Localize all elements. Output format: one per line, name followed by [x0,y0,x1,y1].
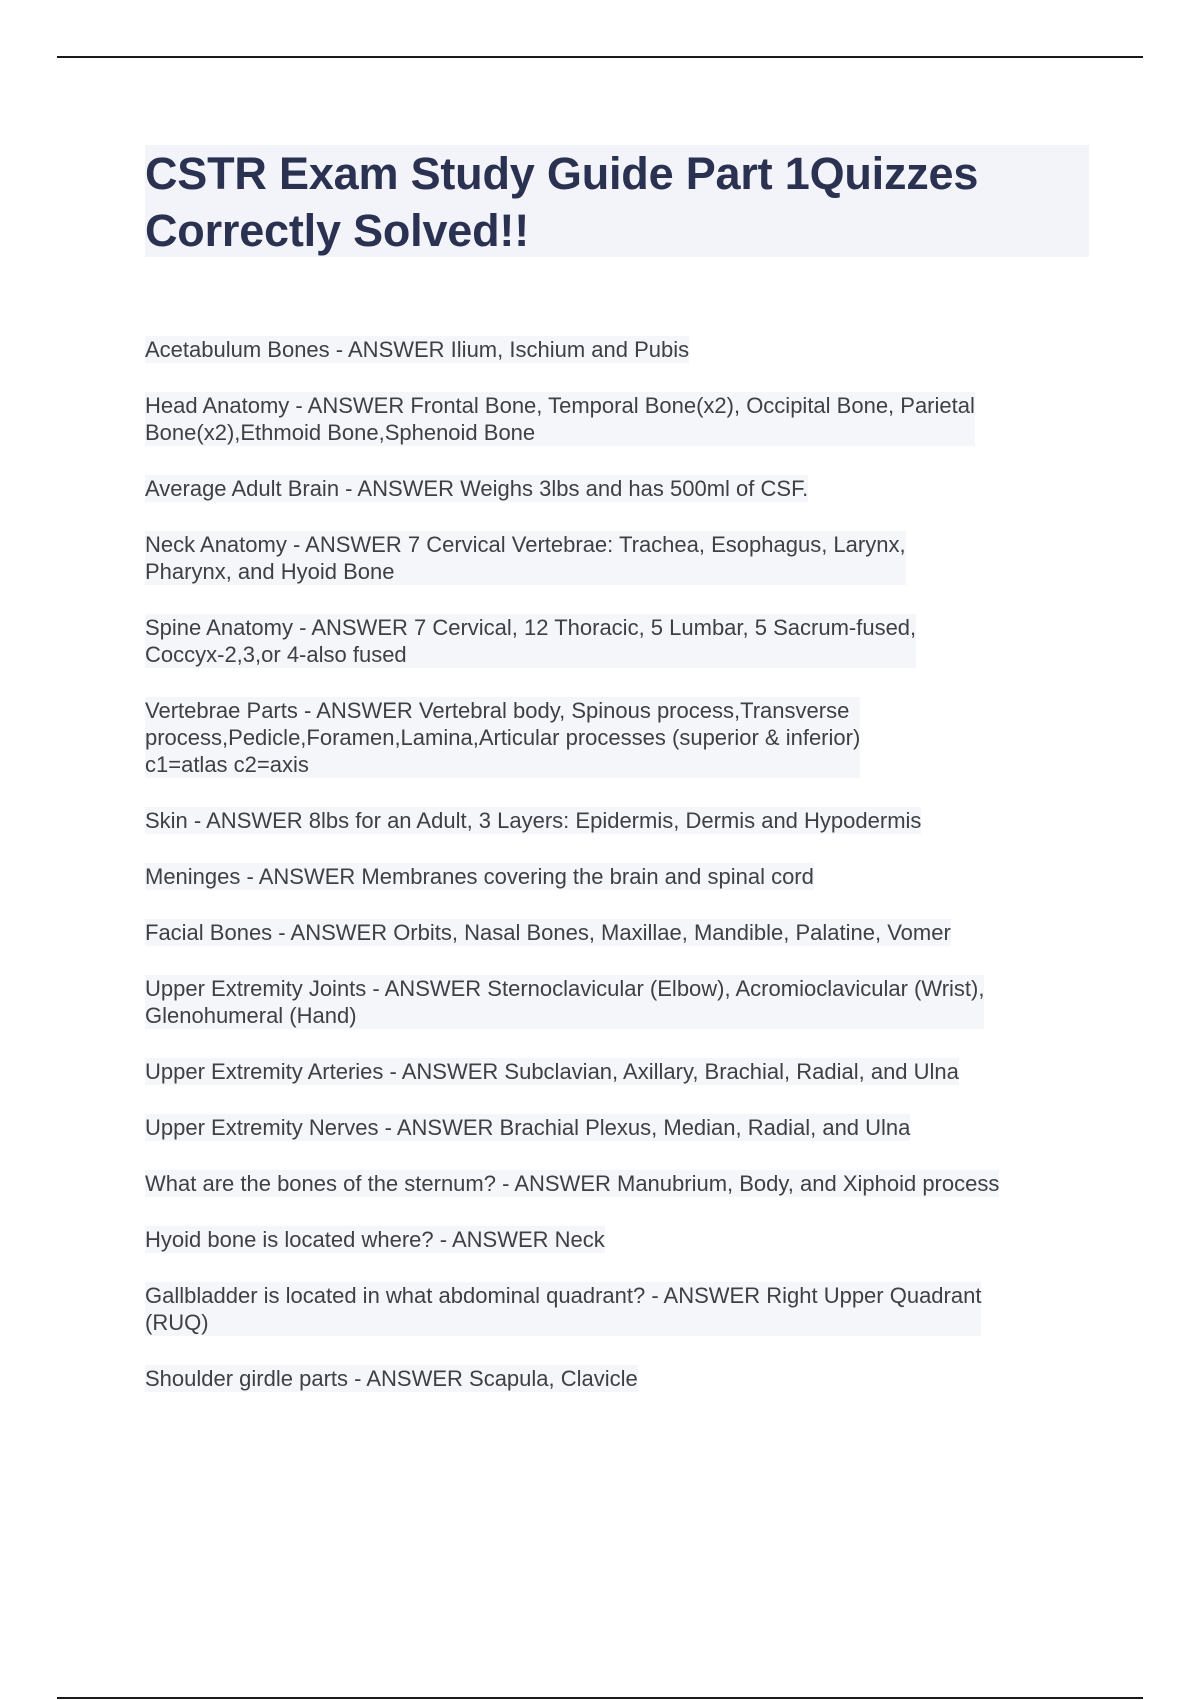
qa-item: Upper Extremity Arteries - ANSWER Subclavian, Axillary, Brachial, Radial, and Ulna [145,1059,959,1084]
qa-item: Upper Extremity Joints - ANSWER Sternoclavicular (Elbow), Acromioclavicular (Wrist), Glenohumeral (Hand) [145,976,985,1028]
qa-item: Spine Anatomy - ANSWER 7 Cervical, 12 Thoracic, 5 Lumbar, 5 Sacrum-fused, Coccyx-2,3,or 4-also fused [145,615,917,667]
qa-item: Vertebrae Parts - ANSWER Vertebral body, Spinous process,Transverse process,Pedicle,Foramen,Lamina,Articular processes (superior & inferior) c1=atlas c2=axis [145,698,861,777]
qa-item: Head Anatomy - ANSWER Frontal Bone, Temporal Bone(x2), Occipital Bone, Parietal Bone(x2),Ethmoid Bone,Sphenoid Bone [145,393,975,445]
qa-item: What are the bones of the sternum? - ANSWER Manubrium, Body, and Xiphoid process [145,1171,1000,1196]
qa-item: Hyoid bone is located where? - ANSWER Neck [145,1227,605,1252]
page-title: CSTR Exam Study Guide Part 1Quizzes Correctly Solved!! [145,148,979,256]
title-block [145,145,1089,257]
qa-item: Shoulder girdle parts - ANSWER Scapula, Clavicle [145,1366,638,1391]
qa-item: Gallbladder is located in what abdominal quadrant? - ANSWER Right Upper Quadrant (RUQ) [145,1283,982,1335]
qa-item: Neck Anatomy - ANSWER 7 Cervical Vertebrae: Trachea, Esophagus, Larynx, Pharynx, and Hyoid Bone [145,532,906,584]
qa-list [145,336,1095,1421]
bottom-rule [57,1697,1143,1699]
top-rule [57,56,1143,58]
qa-item: Facial Bones - ANSWER Orbits, Nasal Bones, Maxillae, Mandible, Palatine, Vomer [145,920,951,945]
qa-item: Upper Extremity Nerves - ANSWER Brachial Plexus, Median, Radial, and Ulna [145,1115,911,1140]
qa-item: Average Adult Brain - ANSWER Weighs 3lbs and has 500ml of CSF. [145,476,809,501]
qa-item: Acetabulum Bones - ANSWER Ilium, Ischium and Pubis [145,337,690,362]
qa-item: Skin - ANSWER 8lbs for an Adult, 3 Layers: Epidermis, Dermis and Hypodermis [145,808,922,833]
qa-item: Meninges - ANSWER Membranes covering the brain and spinal cord [145,864,814,889]
